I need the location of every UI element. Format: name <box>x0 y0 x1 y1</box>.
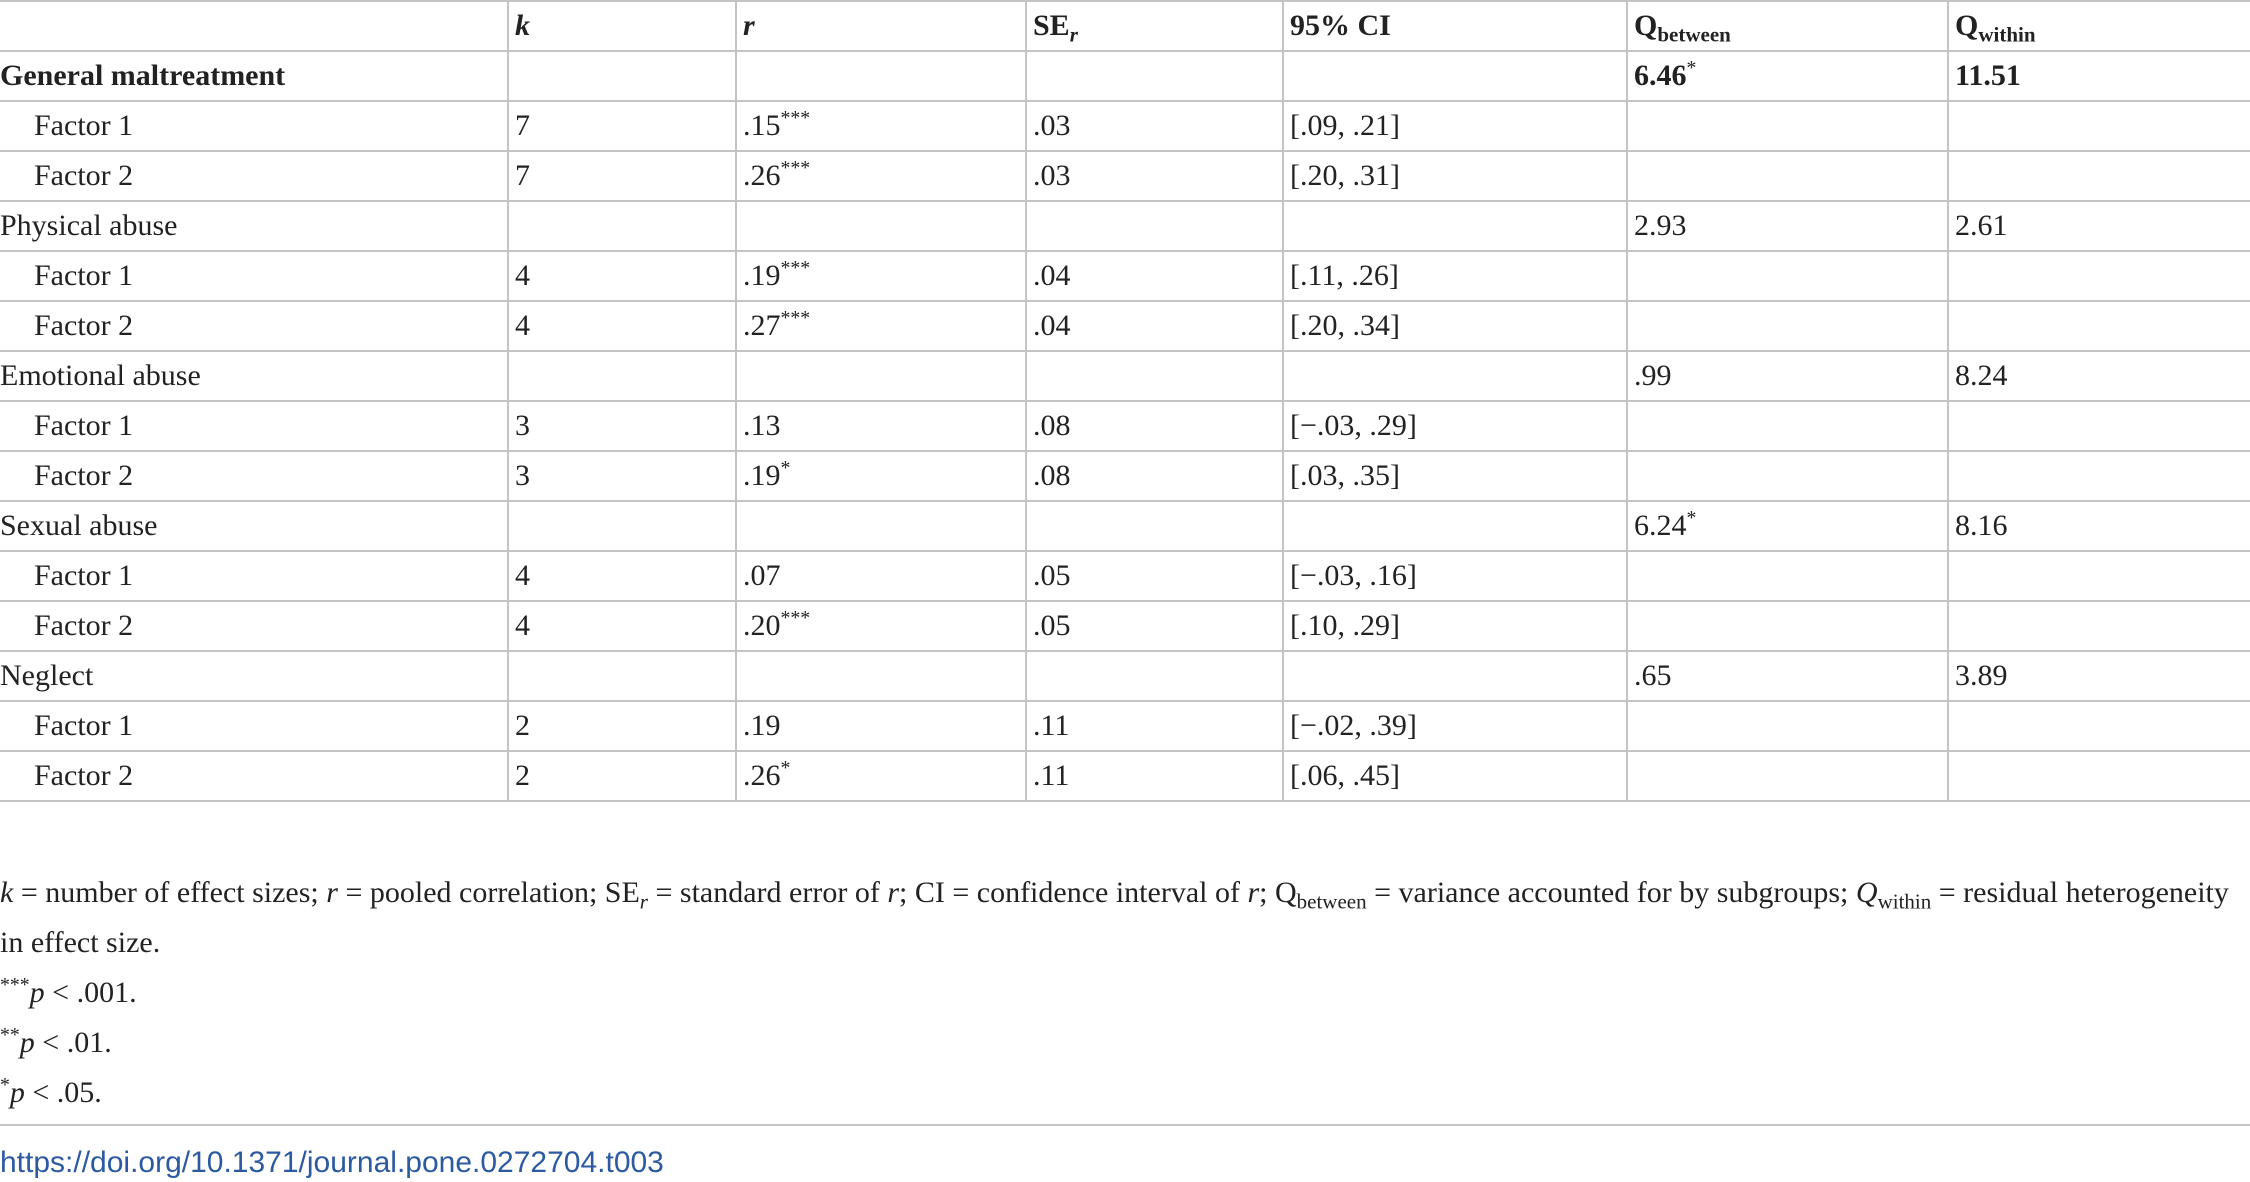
r-cell <box>736 501 1026 551</box>
q-between-cell <box>1627 601 1948 651</box>
group-label: General maltreatment <box>0 51 508 101</box>
ci-cell: [.10, .29] <box>1283 601 1627 651</box>
group-label: Emotional abuse <box>0 351 508 401</box>
ci-cell <box>1283 201 1627 251</box>
k-cell <box>508 501 736 551</box>
q-between-cell <box>1627 151 1948 201</box>
k-cell: 2 <box>508 701 736 751</box>
group-row <box>0 651 2250 701</box>
r-cell: .19* <box>736 451 1026 501</box>
ci-cell: [.03, .35] <box>1283 451 1627 501</box>
group-row <box>0 201 2250 251</box>
q-between-cell <box>1627 551 1948 601</box>
se-cell <box>1026 51 1283 101</box>
se-cell: .04 <box>1026 251 1283 301</box>
factor-label: Factor 1 <box>0 551 508 601</box>
r-cell <box>736 351 1026 401</box>
factor-row <box>0 601 2250 651</box>
r-cell <box>736 651 1026 701</box>
q-between-cell <box>1627 401 1948 451</box>
header-q-between: $Q_{between}$ <box>1627 1 1948 51</box>
group-row <box>0 351 2250 401</box>
r-cell <box>736 201 1026 251</box>
header-row <box>0 1 2250 51</box>
se-cell <box>1026 201 1283 251</box>
k-cell: 4 <box>508 301 736 351</box>
se-cell <box>1026 651 1283 701</box>
factor-row <box>0 701 2250 751</box>
significance-note-01: **p < .01. <box>0 1024 112 1059</box>
se-cell: .05 <box>1026 601 1283 651</box>
factor-label: Factor 2 <box>0 601 508 651</box>
r-cell: .19*** <box>736 251 1026 301</box>
divider <box>0 1124 2250 1126</box>
factor-label: Factor 1 <box>0 101 508 151</box>
q-between-cell <box>1627 101 1948 151</box>
q-between-cell <box>1627 701 1948 751</box>
q-within-cell: 3.89 <box>1948 651 2250 701</box>
ci-cell <box>1283 351 1627 401</box>
factor-row <box>0 451 2250 501</box>
header-q-within: $Q_{within}$ <box>1948 1 2250 51</box>
q-between-cell <box>1627 301 1948 351</box>
header-ci: 95% CI <box>1283 1 1627 51</box>
factor-label: Factor 2 <box>0 151 508 201</box>
ci-cell <box>1283 651 1627 701</box>
q-between-cell <box>1627 451 1948 501</box>
factor-row <box>0 751 2250 801</box>
r-cell: .07 <box>736 551 1026 601</box>
q-within-cell <box>1948 601 2250 651</box>
k-cell <box>508 201 736 251</box>
q-within-cell <box>1948 301 2250 351</box>
factor-label: Factor 2 <box>0 751 508 801</box>
k-cell: 4 <box>508 551 736 601</box>
ci-cell: [−.02, .39] <box>1283 701 1627 751</box>
abbreviations-note: k = number of effect sizes; r = pooled correlation; $SE_r$ = standard error of r; CI = confidence interval of r; $Q_{between}$ = variance accounted for by subgroups; $Q_{within}$ = residual heterogeneity in effect size. <box>0 876 2229 959</box>
k-cell: 7 <box>508 151 736 201</box>
k-cell <box>508 351 736 401</box>
significance-note-05: *p < .05. <box>0 1074 102 1109</box>
group-label: Physical abuse <box>0 201 508 251</box>
ci-cell: [−.03, .16] <box>1283 551 1627 601</box>
header-r: r <box>736 1 1026 51</box>
k-cell: 2 <box>508 751 736 801</box>
ci-cell: [.20, .34] <box>1283 301 1627 351</box>
se-cell <box>1026 501 1283 551</box>
ci-cell: [.11, .26] <box>1283 251 1627 301</box>
r-cell: .26*** <box>736 151 1026 201</box>
ci-cell <box>1283 501 1627 551</box>
q-between-cell <box>1627 251 1948 301</box>
se-cell: .03 <box>1026 101 1283 151</box>
q-within-cell: 8.24 <box>1948 351 2250 401</box>
k-cell <box>508 651 736 701</box>
group-row <box>0 501 2250 551</box>
r-cell: .13 <box>736 401 1026 451</box>
factor-label: Factor 1 <box>0 251 508 301</box>
r-cell <box>736 51 1026 101</box>
k-cell <box>508 51 736 101</box>
q-between-cell: 2.93 <box>1627 201 1948 251</box>
q-within-cell <box>1948 401 2250 451</box>
header-k: k <box>508 1 736 51</box>
q-within-cell <box>1948 251 2250 301</box>
se-cell <box>1026 351 1283 401</box>
k-cell: 7 <box>508 101 736 151</box>
se-cell: .04 <box>1026 301 1283 351</box>
se-cell: .11 <box>1026 751 1283 801</box>
ci-cell <box>1283 51 1627 101</box>
k-cell: 4 <box>508 601 736 651</box>
se-cell: .03 <box>1026 151 1283 201</box>
ci-cell: [.09, .21] <box>1283 101 1627 151</box>
group-label: Neglect <box>0 651 508 701</box>
group-row <box>0 51 2250 101</box>
doi-link[interactable]: https://doi.org/10.1371/journal.pone.0272704.t003 <box>0 1146 664 1179</box>
factor-label: Factor 2 <box>0 451 508 501</box>
factor-label: Factor 1 <box>0 701 508 751</box>
q-within-cell <box>1948 101 2250 151</box>
se-cell: .05 <box>1026 551 1283 601</box>
header-se: $SE_r$ <box>1026 1 1283 51</box>
ci-cell: [.20, .31] <box>1283 151 1627 201</box>
q-within-cell: 8.16 <box>1948 501 2250 551</box>
q-within-cell: 11.51 <box>1948 51 2250 101</box>
k-cell: 4 <box>508 251 736 301</box>
q-within-cell <box>1948 551 2250 601</box>
q-within-cell <box>1948 151 2250 201</box>
r-cell: .20*** <box>736 601 1026 651</box>
q-between-cell: 6.46* <box>1627 51 1948 101</box>
r-cell: .19 <box>736 701 1026 751</box>
se-cell: .11 <box>1026 701 1283 751</box>
r-cell: .26* <box>736 751 1026 801</box>
q-between-cell: 6.24* <box>1627 501 1948 551</box>
factor-row <box>0 151 2250 201</box>
q-between-cell <box>1627 751 1948 801</box>
k-cell: 3 <box>508 401 736 451</box>
q-within-cell: 2.61 <box>1948 201 2250 251</box>
factor-row <box>0 551 2250 601</box>
header-label <box>0 1 508 51</box>
q-between-cell: .65 <box>1627 651 1948 701</box>
significance-note-001: ***p < .001. <box>0 974 137 1009</box>
group-label: Sexual abuse <box>0 501 508 551</box>
se-cell: .08 <box>1026 401 1283 451</box>
q-within-cell <box>1948 451 2250 501</box>
r-cell: .15*** <box>736 101 1026 151</box>
se-cell: .08 <box>1026 451 1283 501</box>
factor-row <box>0 251 2250 301</box>
factor-label: Factor 1 <box>0 401 508 451</box>
table-footnotes <box>0 868 2240 1118</box>
factor-row <box>0 401 2250 451</box>
table-body <box>0 51 2250 801</box>
r-cell: .27*** <box>736 301 1026 351</box>
factor-row <box>0 301 2250 351</box>
k-cell: 3 <box>508 451 736 501</box>
ci-cell: [.06, .45] <box>1283 751 1627 801</box>
ci-cell: [−.03, .29] <box>1283 401 1627 451</box>
q-between-cell: .99 <box>1627 351 1948 401</box>
factor-label: Factor 2 <box>0 301 508 351</box>
q-within-cell <box>1948 701 2250 751</box>
factor-row <box>0 101 2250 151</box>
q-within-cell <box>1948 751 2250 801</box>
